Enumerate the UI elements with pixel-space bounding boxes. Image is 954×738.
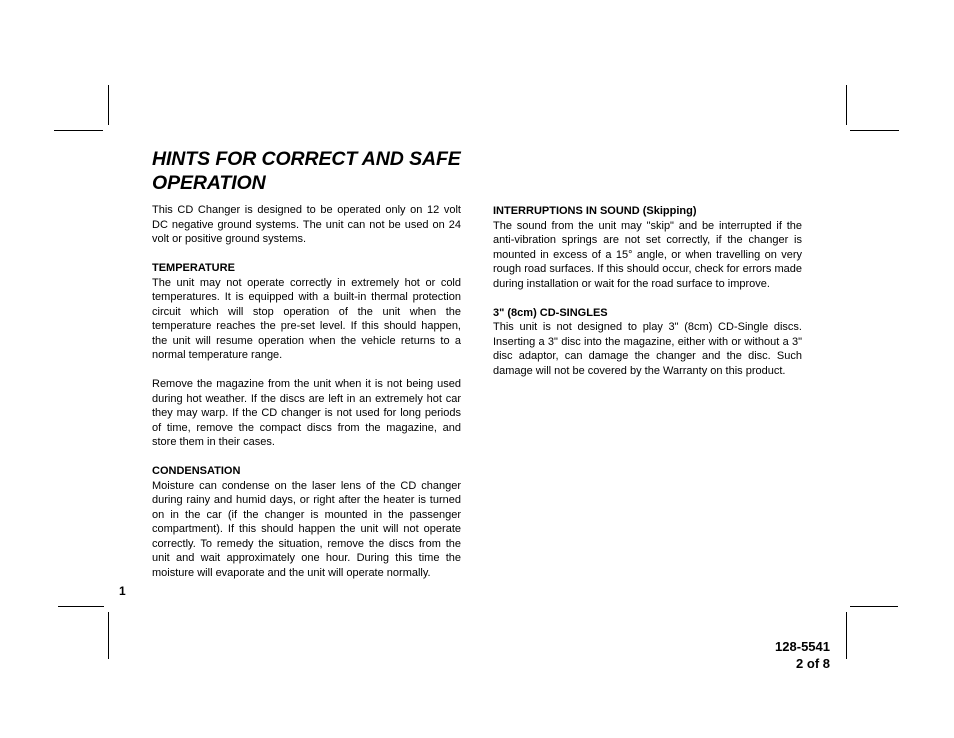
crop-mark-bottom-right-vertical: [846, 612, 847, 659]
document-number: 128-5541: [775, 639, 830, 654]
left-column: [152, 203, 461, 595]
intro-paragraph: This CD Changer is designed to be operated only on 12 volt DC negative ground systems. The unit can not be used on 24 volt or positive ground systems.: [152, 204, 461, 245]
page-of-count: 2 of 8: [796, 656, 830, 671]
temperature-paragraph-1: The unit may not operate correctly in extremely hot or cold temperatures. It is equipped with a built-in thermal protection circuit which will stop operation of the unit when the temperature reaches the pre-set level. If this should happen, the unit will resume operation when the vehicle returns to a normal temperature range.: [152, 276, 461, 361]
cd-singles-heading: 3" (8cm) CD-SINGLES: [493, 306, 608, 319]
temperature-heading: TEMPERATURE: [152, 262, 235, 274]
condensation-paragraph: Moisture can condense on the laser lens of the CD changer during rainy and humid days, or right after the heater is turned on in the car (if the changer is mounted in the passenger compartment). If this should happen the unit will not operate correctly. To remedy the situation, remove the discs from the unit and wait approximately one hour. During this time the moisture will evaporate and the unit will operate normally.: [152, 479, 461, 579]
temperature-paragraph-2: Remove the magazine from the unit when it is not being used during hot weather. If the discs are left in an extremely hot car they may warp. If the CD changer is not used for long periods of time, remove the compact discs from the magazine, and store them in their cases.: [152, 378, 461, 448]
cd-singles-paragraph: This unit is not designed to play 3" (8cm) CD-Single discs. Inserting a 3" disc into the magazine, either with or without a 3" disc adaptor, can damage the changer and the disc. Such damage will not be covered by the Warranty on this product.: [493, 321, 802, 377]
page-number: 1: [119, 584, 126, 598]
condensation-heading: CONDENSATION: [152, 465, 241, 477]
crop-mark-top-left-vertical: [108, 85, 109, 125]
page-title: HINTS FOR CORRECT AND SAFE OPERATION: [152, 148, 461, 194]
crop-mark-bottom-right-horizontal: [850, 606, 898, 607]
crop-mark-bottom-left-horizontal: [58, 606, 104, 607]
interruptions-paragraph: The sound from the unit may "skip" and be interrupted if the anti-vibration springs are not set correctly, if the changer is mounted in excess of a 15° angle, or when travelling on very rough road surfaces. If this should occur, check for errors made during installation or wait for the road surface to improve.: [493, 219, 802, 290]
crop-mark-top-right-horizontal: [850, 130, 899, 131]
interruptions-heading: INTERRUPTIONS IN SOUND (Skipping): [493, 205, 697, 217]
crop-mark-bottom-left-vertical: [108, 612, 109, 659]
crop-mark-top-left-horizontal: [54, 130, 103, 131]
right-column: [493, 204, 802, 393]
document-number-block: [775, 638, 830, 672]
crop-mark-top-right-vertical: [846, 85, 847, 125]
